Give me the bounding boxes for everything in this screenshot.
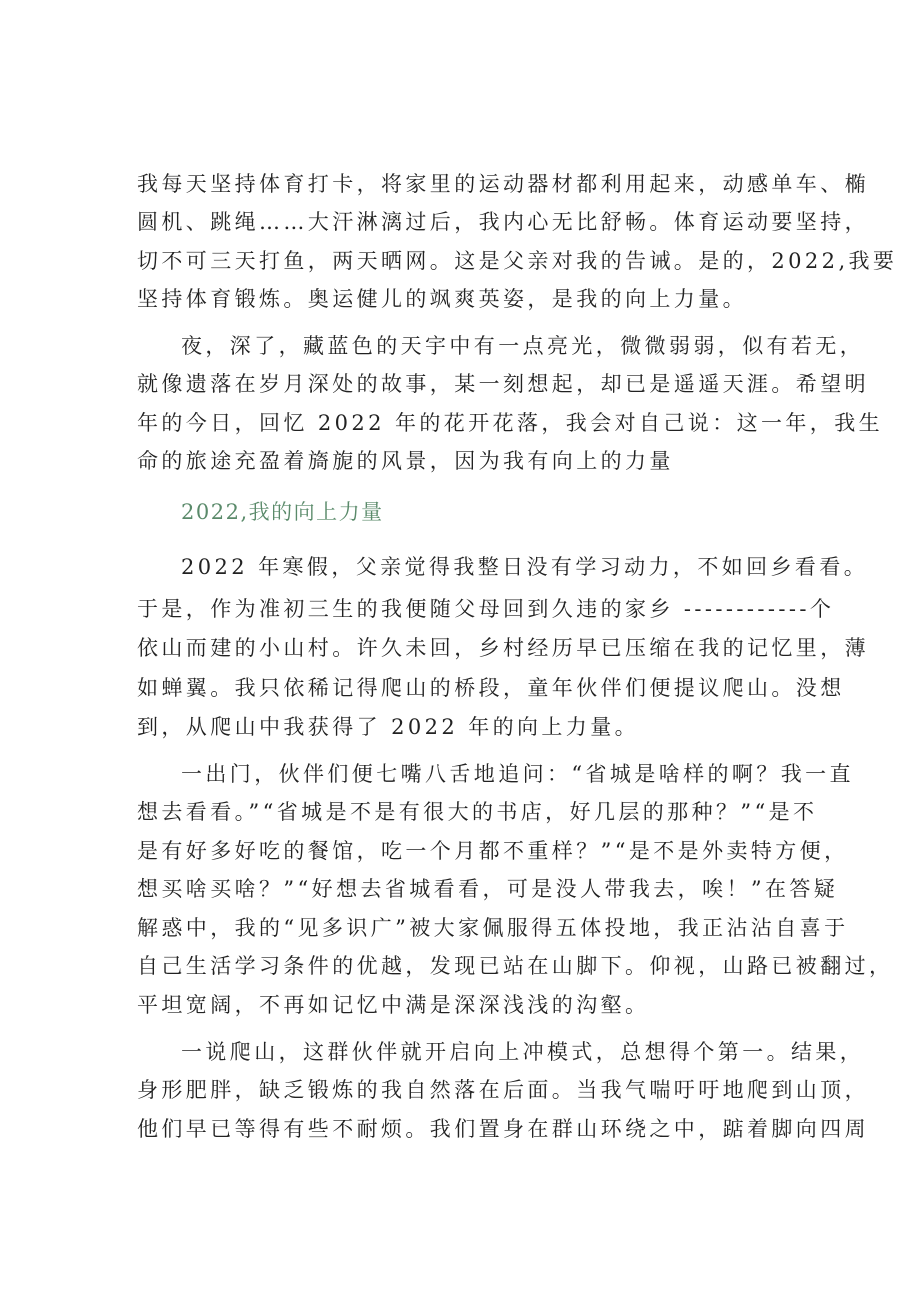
paragraph-2-line-1: 夜，深了，藏蓝色的天宇中有一点亮光，微微弱弱，似有若无， — [181, 334, 865, 358]
paragraph-3-line-5: 到，从爬山中我获得了 2022 年的向上力量。 — [137, 715, 639, 739]
paragraph-4-line-1: 一出门，伙伴们便七嘴八舌地追问：“省城是啥样的啊？我一直 — [181, 762, 854, 786]
paragraph-2-line-3: 年的今日，回忆 2022 年的花开花落，我会对自己说：这一年，我生 — [137, 411, 883, 435]
paragraph-3-line-1: 2022 年寒假，父亲觉得我整日没有学习动力，不如回乡看看。 — [181, 555, 869, 579]
paragraph-4-line-6: 自己生活学习条件的优越，发现已站在山脚下。仰视，山路已被翻过， — [137, 954, 894, 978]
paragraph-4-line-5: 解惑中，我的“见多识广”被大家佩服得五体投地，我正沾沾自喜于 — [137, 916, 849, 940]
paragraph-3-line-3: 依山而建的小山村。许久未回，乡村经历早已压缩在我的记忆里，薄 — [137, 636, 869, 660]
paragraph-2-line-4: 命的旅途充盈着旖旎的风景，因为我有向上的力量 — [137, 449, 674, 473]
paragraph-4-line-7: 平坦宽阔，不再如记忆中满是深深浅浅的沟壑。 — [137, 993, 650, 1017]
paragraph-1-line-1: 我每天坚持体育打卡，将家里的运动器材都利用起来，动感单车、椭 — [137, 172, 869, 196]
paragraph-5-line-2: 身形肥胖，缺乏锻炼的我自然落在后面。当我气喘吁吁地爬到山顶， — [137, 1078, 869, 1102]
paragraph-3-line-2: 于是，作为准初三生的我便随父母回到久违的家乡 ------------个 — [137, 597, 835, 621]
paragraph-2-line-2: 就像遗落在岁月深处的故事，某一刻想起，却已是遥遥天涯。希望明 — [137, 372, 869, 396]
paragraph-4-line-2: 想去看看。”“省城是不是有很大的书店，好几层的那种？”“是不 — [137, 800, 818, 824]
paragraph-1-line-4: 坚持体育锻炼。奥运健儿的飒爽英姿，是我的向上力量。 — [137, 287, 747, 311]
paragraph-1-line-2: 圆机、跳绳……大汗淋漓过后，我内心无比舒畅。体育运动要坚持， — [137, 210, 869, 234]
paragraph-4-line-4: 想买啥买啥？”“好想去省城看看，可是没人带我去，唉！”在答疑 — [137, 877, 839, 901]
paragraph-4-line-3: 是有好多好吃的餐馆，吃一个月都不重样？”“是不是外卖特方便， — [137, 839, 849, 863]
paragraph-1-line-3: 切不可三天打鱼，两天晒网。这是父亲对我的告诫。是的，2022,我要 — [137, 249, 898, 273]
paragraph-5-line-3: 他们早已等得有些不耐烦。我们置身在群山环绕之中，踮着脚向四周 — [137, 1117, 869, 1141]
paragraph-3-line-4: 如蝉翼。我只依稀记得爬山的桥段，童年伙伴们便提议爬山。没想 — [137, 676, 845, 700]
section-heading: 2022,我的向上力量 — [181, 500, 384, 524]
paragraph-5-line-1: 一说爬山，这群伙伴就开启向上冲模式，总想得个第一。结果， — [181, 1040, 865, 1064]
